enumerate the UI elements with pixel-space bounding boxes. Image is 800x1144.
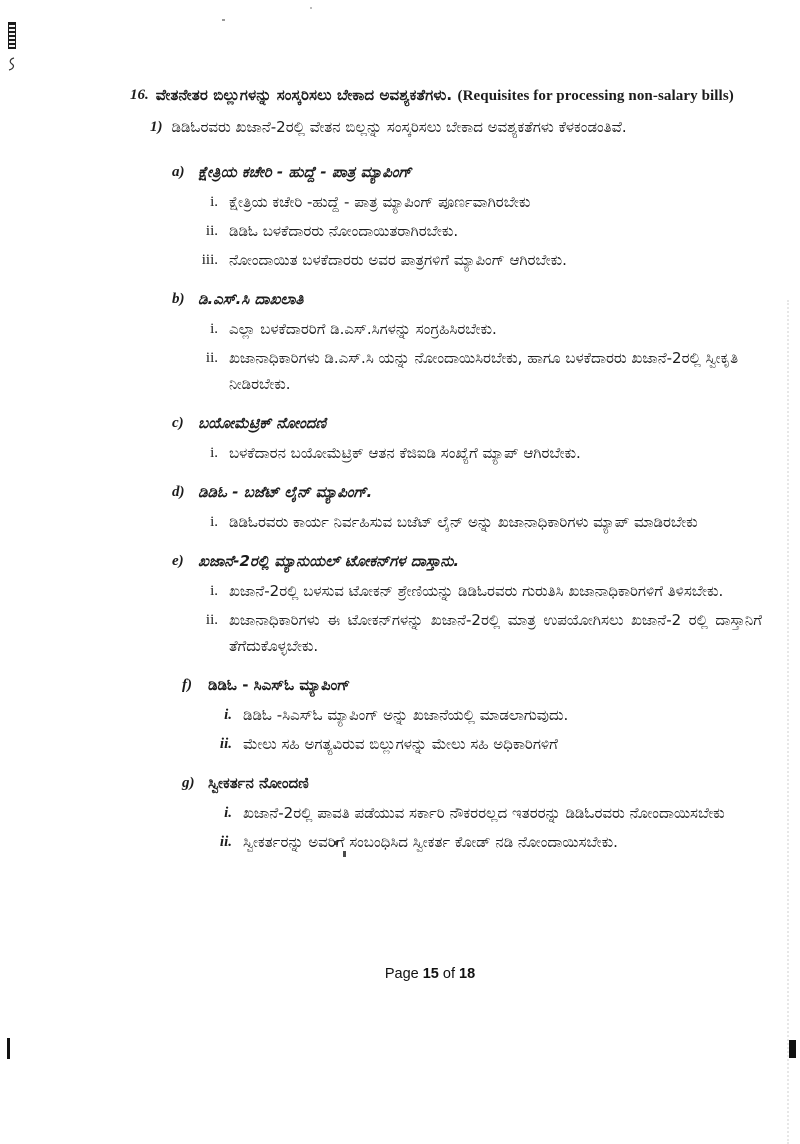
section-heading — [172, 550, 762, 573]
list-item — [194, 578, 762, 604]
list-item — [194, 316, 762, 342]
section-title: ಸ್ವೀಕರ್ತನ ನೋಂದಣಿ — [208, 774, 309, 792]
section-title: ಕ್ಷೇತ್ರಿಯ ಕಚೇರಿ - ಹುದ್ದೆ - ಪಾತ್ರ ಮ್ಯಾಪಿಂಗ್ — [198, 163, 412, 181]
section-label: d) — [172, 484, 185, 500]
item-numeral: ii. — [205, 350, 218, 366]
list-item — [194, 440, 762, 466]
item-text: ಸ್ವೀಕರ್ತರನ್ನು ಅವರಿಗೆ ಸಂಬಂಧಿಸಿದ ಸ್ವೀಕರ್ತ ಕೋಡ್ ನಡಿ ನೋಂದಾಯಿಸಬೇಕು. — [243, 833, 618, 851]
section-heading — [182, 674, 762, 697]
item-text: ಎಲ್ಲಾ ಬಳಕೆದಾರರಿಗೆ ಡಿ.ಎಸ್.ಸಿಗಳನ್ನು ಸಂಗ್ರಹಿಸಿರಬೇಕು. — [229, 320, 497, 338]
section-b — [172, 288, 762, 397]
list-item — [208, 702, 762, 728]
list-item — [194, 607, 762, 659]
footer-total-pages: 18 — [459, 966, 476, 982]
section-f — [182, 674, 762, 757]
item-numeral: ii. — [205, 223, 218, 239]
item-text: ಖಜಾನೆ-2ರಲ್ಲಿ ಪಾವತಿ ಪಡೆಯುವ ಸರ್ಕಾರಿ ನೌಕರರಲ್ಲದ ಇತರರನ್ನು ಡಿಡಿಓರವರು ನೋಂದಾಯಿಸಬೇಕು — [243, 804, 725, 822]
footer-prefix: Page — [384, 966, 419, 982]
scan-edge-line — [787, 300, 789, 1144]
item-text: ಮೇಲು ಸಹಿ ಅಗತ್ಯವಿರುವ ಬಿಲ್ಲುಗಳನ್ನು ಮೇಲು ಸಹಿ ಅಧಿಕಾರಿಗಳಿಗೆ — [243, 735, 558, 753]
list-item — [194, 247, 762, 273]
item-numeral: ii. — [205, 612, 218, 628]
document-body — [130, 84, 762, 855]
section-c — [172, 412, 762, 466]
section-title: ಡಿಡಿಓ - ಬಜೆಟ್ ಲೈನ್ ಮ್ಯಾಪಿಂಗ್. — [198, 483, 373, 501]
staple-binding-mark — [8, 22, 16, 49]
section-heading — [172, 481, 762, 504]
item-numeral: i. — [210, 321, 218, 337]
item-numeral: i. — [210, 194, 218, 210]
section-heading — [172, 412, 762, 435]
list-item — [194, 509, 762, 535]
section-label: g) — [182, 775, 195, 791]
section-d — [172, 481, 762, 535]
section-heading — [172, 288, 762, 311]
intro-text: ಡಿಡಿಓರವರು ಖಜಾನೆ-2ರಲ್ಲಿ ವೇತನ ಬಿಲ್ಲನ್ನು ಸಂಸ್ಕರಿಸಲು ಬೇಕಾದ ಅವಶ್ಯಕತೆಗಳು ಕೆಳಕಂಡಂತಿವೆ. — [171, 118, 627, 136]
list-item — [194, 218, 762, 244]
pen-squiggle-artifact — [7, 56, 17, 70]
section-label: a) — [172, 164, 185, 180]
section-label: b) — [172, 291, 185, 307]
item-numeral: i. — [224, 805, 232, 821]
list-item — [208, 800, 762, 826]
footer-of-label: of — [442, 966, 455, 982]
section-label: e) — [172, 553, 184, 569]
section-label: c) — [172, 415, 184, 431]
page-footer — [0, 966, 800, 982]
list-item — [208, 731, 762, 757]
section-a — [172, 161, 762, 273]
heading-number: 16. — [130, 87, 149, 103]
heading-title — [156, 84, 734, 108]
item-numeral: i. — [210, 583, 218, 599]
section-title: ಬಯೋಮೆಟ್ರಿಕ್ ನೋಂದಣಿ — [198, 414, 327, 432]
section-g — [182, 772, 762, 855]
heading-title-english: (Requisites for processing non-salary bills) — [457, 88, 734, 104]
intro-paragraph — [130, 116, 762, 139]
item-text: ಡಿಡಿಓ -ಸಿಎಸ್ಓ ಮ್ಯಾಪಿಂಗ್ ಅನ್ನು ಖಜಾನೆಯಲ್ಲಿ ಮಾಡಲಾಗುವುದು. — [243, 706, 569, 724]
item-numeral: i. — [210, 514, 218, 530]
item-text: ಡಿಡಿಓ ಬಳಕೆದಾರರು ನೋಂದಾಯಿತರಾಗಿರಬೇಕು. — [229, 222, 459, 240]
scan-tick-left — [7, 1038, 10, 1059]
section-heading — [172, 161, 762, 184]
section-16-heading — [130, 84, 762, 108]
list-item — [194, 345, 762, 397]
section-label: f) — [182, 677, 192, 693]
section-title: ಖಜಾನೆ-2ರಲ್ಲಿ ಮ್ಯಾನುಯಲ್ ಟೋಕನ್‌ಗಳ ದಾಸ್ತಾನು. — [198, 552, 460, 570]
section-list — [130, 161, 762, 855]
heading-title-kannada: ವೇತನೇತರ ಬಿಲ್ಲುಗಳನ್ನು ಸಂಸ್ಕರಿಸಲು ಬೇಕಾದ ಅವಶ್ಯಕತೆಗಳು. — [155, 86, 453, 104]
scan-tick-right — [789, 1040, 796, 1058]
item-numeral: i. — [224, 707, 232, 723]
intro-number: 1) — [150, 119, 163, 135]
squiggle-icon — [7, 57, 17, 71]
section-e — [172, 550, 762, 659]
item-text: ಕ್ಷೇತ್ರಿಯ ಕಚೇರಿ -ಹುದ್ದೆ - ಪಾತ್ರ ಮ್ಯಾಪಿಂಗ್ ಪೂರ್ಣವಾಗಿರಬೇಕು — [229, 193, 531, 211]
section-heading — [182, 772, 762, 795]
item-text: ಖಜಾನಾಧಿಕಾರಿಗಳು ಈ ಟೋಕನ್‌ಗಳನ್ನು ಖಜಾನೆ-2ರಲ್ಲಿ ಮಾತ್ರ ಉಪಯೋಗಿಸಲು ಖಜಾನೆ-2 ರಲ್ಲಿ ದಾಸ್ತಾನಿಗೆ ತೆಗೆದುಕೊಳ್ಳಬೇಕು. — [229, 611, 762, 655]
list-item — [194, 189, 762, 215]
item-numeral: i. — [210, 445, 218, 461]
item-text: ನೋಂದಾಯಿತ ಬಳಕೆದಾರರು ಅವರ ಪಾತ್ರಗಳಿಗೆ ಮ್ಯಾಪಿಂಗ್ ಆಗಿರಬೇಕು. — [229, 251, 567, 269]
scan-speck — [222, 19, 225, 21]
item-text: ಬಳಕೆದಾರನ ಬಯೋಮೆಟ್ರಿಕ್ ಆತನ ಕೆಜಿಐಡಿ ಸಂಖ್ಯೆಗೆ ಮ್ಯಾಪ್ ಆಗಿರಬೇಕು. — [229, 444, 581, 462]
item-numeral: iii. — [201, 252, 218, 268]
item-text: ಖಜಾನೆ-2ರಲ್ಲಿ ಬಳಸುವ ಟೋಕನ್ ಶ್ರೇಣಿಯನ್ನು ಡಿಡಿಓರವರು ಗುರುತಿಸಿ ಖಜಾನಾಧಿಕಾರಿಗಳಿಗೆ ತಿಳಿಸಬೇಕು. — [229, 582, 724, 600]
scan-speck — [310, 7, 312, 9]
item-numeral: ii. — [219, 736, 232, 752]
item-text: ಖಜಾನಾಧಿಕಾರಿಗಳು ಡಿ.ಎಸ್.ಸಿ ಯನ್ನು ನೋಂದಾಯಿಸಿರಬೇಕು, ಹಾಗೂ ಬಳಕೆದಾರರು ಖಜಾನೆ-2ರಲ್ಲಿ ಸ್ವೀಕೃತಿ ನೀಡಿರಬೇಕು. — [229, 349, 739, 393]
section-title: ಡಿ.ಎಸ್.ಸಿ ದಾಖಲಾತಿ — [198, 290, 304, 308]
footer-page-number: 15 — [422, 966, 439, 982]
section-title: ಡಿಡಿಓ - ಸಿಎಸ್ಓ ಮ್ಯಾಪಿಂಗ್ — [208, 676, 351, 694]
item-numeral: ii. — [219, 834, 232, 850]
list-item — [208, 829, 762, 855]
item-text: ಡಿಡಿಓರವರು ಕಾರ್ಯ ನಿರ್ವಹಿಸುವ ಬಜೆಟ್ ಲೈನ್ ಅನ್ನು ಖಜಾನಾಧಿಕಾರಿಗಳು ಮ್ಯಾಪ್ ಮಾಡಿರಬೇಕು — [229, 513, 698, 531]
